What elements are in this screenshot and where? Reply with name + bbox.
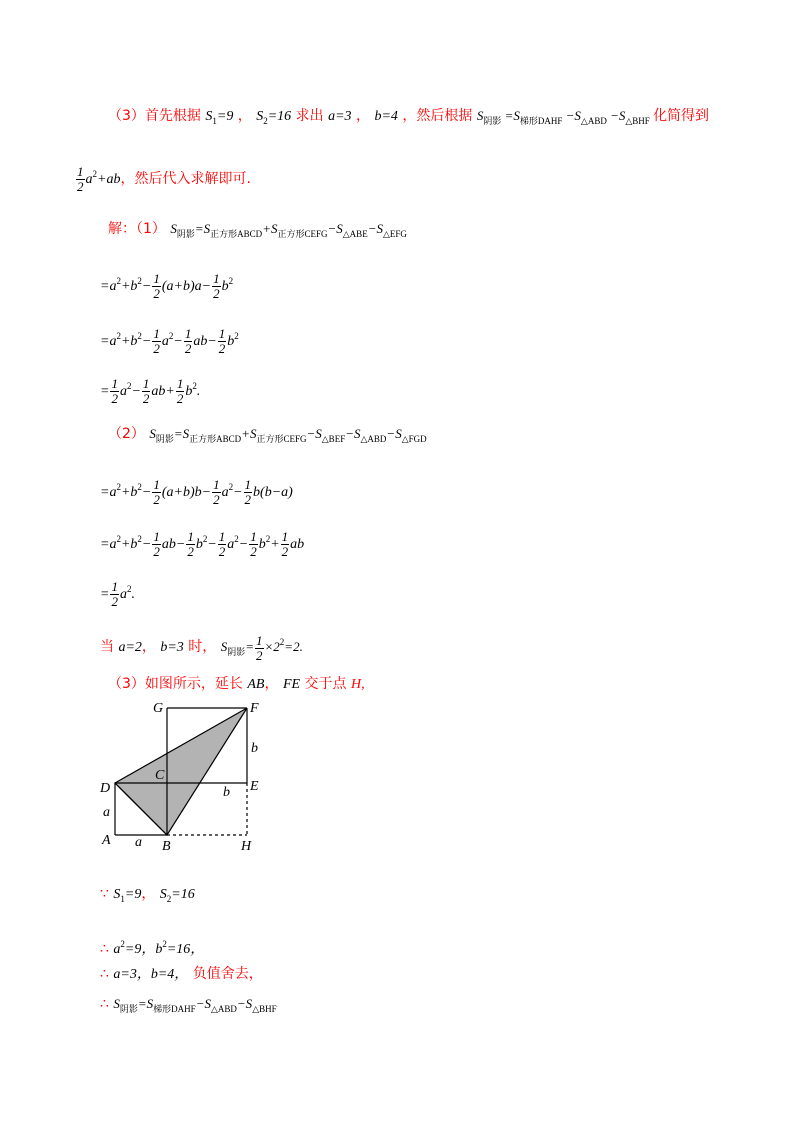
- solution-label: 解：（1）: [108, 221, 166, 237]
- comma: ，: [356, 108, 370, 124]
- label-a-da: a: [103, 805, 110, 820]
- hint-line2-tail: ，然后代入求解即可.: [120, 171, 251, 187]
- therefore-symbol: ∴: [100, 996, 109, 1012]
- half-a2-ab: $\frac{1}{2}$ $a^2+ab$: [77, 164, 121, 195]
- shi-text: 时，: [188, 639, 217, 655]
- qiuchu-text: 求出: [295, 108, 324, 124]
- neg-drop-text: 负值舍去，: [192, 966, 263, 982]
- label-c: C: [155, 768, 165, 783]
- label-a-ab: a: [135, 835, 142, 850]
- shaded-triangle: [115, 708, 247, 835]
- part2-step1: $=a^2+b^2-$ $\frac{1}{2}$ (a+b)b− $\frac{1}{2}$ $a^2-$ $\frac{1}{2}$ b(b−a): [100, 477, 293, 508]
- ab-label: AB: [247, 677, 265, 692]
- part2-step3: = $\frac{1}{2}$ $a^2$.: [100, 579, 135, 610]
- hint-prefix: （3）首先根据: [108, 108, 201, 124]
- part2-label: （2）: [108, 426, 145, 442]
- s2-term: $S_2=16$: [256, 109, 292, 126]
- hint-line-1: [108, 107, 709, 130]
- s2-value: $S_2=16$: [159, 887, 195, 904]
- squares-values: $a^2=9$，$b^2=16$，: [113, 939, 205, 957]
- when-text: 当: [100, 639, 114, 655]
- result-formula: $S_{阴影}=$ $\frac{1}{2}$ $\times 2^2=2$.: [220, 632, 303, 663]
- therefore-symbol: ∴: [100, 966, 109, 982]
- label-a-point: A: [102, 833, 111, 848]
- a-value: a=3: [328, 109, 352, 124]
- because-symbol: ∵: [100, 886, 109, 902]
- comma: ，: [237, 108, 252, 124]
- fe-label: FE: [282, 677, 301, 692]
- when-b: b=3: [160, 640, 184, 655]
- part1-step1: $=a^2+b^2-$ $\frac{1}{2}$ (a+b)a− $\frac{1}{2}$ $b^2$: [100, 271, 234, 302]
- part1-step2: $=a^2+b^2-$ $\frac{1}{2}$ $a^2-$ $\frac{1}{2}$ ab− $\frac{1}{2}$ $b^2$: [100, 326, 239, 357]
- s1-term: $S_1=9$: [205, 109, 234, 126]
- s-values: $S_1=9$: [113, 887, 142, 904]
- label-b-point: B: [162, 839, 171, 854]
- part1-formula: $S_{阴影}=S_{正方形ABCD}+S_{正方形CEFG}-S_{\triangle ABE}-S_{\triangle EFG}$: [170, 221, 407, 239]
- label-b-ce: b: [223, 785, 230, 800]
- jiaoyu-text: 交于点: [304, 676, 347, 692]
- geometry-figure: [95, 700, 265, 860]
- shadow-formula: $S_{阴影} =S_{梯形DAHF} -S_{\triangle ABD} -S_{\triangle BHF}$: [476, 108, 650, 126]
- part2-step2: $=a^2+b^2-$ $\frac{1}{2}$ ab− $\frac{1}{2}$ $b^2-$ $\frac{1}{2}$ $a^2-$ $\frac{1}{2}$ $b^2+$ $\frac{1}{2}$ ab: [100, 529, 305, 560]
- hint-line-2: [75, 165, 251, 194]
- part1-step3: = $\frac{1}{2}$ $a^2-$ $\frac{1}{2}$ ab+ $\frac{1}{2}$ $b^2$.: [100, 376, 201, 407]
- therefore-line-1: [100, 935, 204, 959]
- part2-formula: $S_{阴影}=S_{正方形ABCD}+S_{正方形CEFG}-S_{\triangle BEF}-S_{\triangle ABD}-S_{\triangle FGD}$: [149, 426, 427, 444]
- ranhou-text: ，然后根据: [402, 108, 473, 124]
- label-h: H: [241, 839, 252, 854]
- h-label: H,: [350, 677, 365, 692]
- when-a: a=2: [118, 640, 142, 655]
- therefore-line-2: [100, 965, 263, 984]
- hint-tail: 化简得到: [653, 108, 710, 124]
- b-value: b=4: [374, 109, 398, 124]
- part3-header: （3）如图所示，延长 AB， FE 交于点 H,: [108, 676, 365, 692]
- label-g: G: [153, 701, 164, 716]
- part1-header: [108, 220, 407, 243]
- label-f: F: [250, 701, 259, 716]
- final-formula: $S_{阴影}=S_{梯形DAHF}-S_{\triangle ABD}-S_{\triangle BHF}$: [113, 996, 277, 1014]
- label-b-fe: b: [251, 741, 258, 756]
- part3-text: （3）如图所示，延长: [108, 676, 243, 692]
- therefore-symbol: ∴: [100, 941, 109, 957]
- because-line: ∵ $S_1=9$， $S_2=16$: [100, 886, 195, 904]
- label-e: E: [250, 779, 259, 794]
- substitution-line: 当 a=2， b=3 时， $S_{阴影}=$ $\frac{1}{2}$ $\times 2^2=2$.: [100, 632, 303, 663]
- ab-values: a=3，b=4，: [113, 967, 189, 982]
- part2-header: [108, 425, 427, 448]
- label-d: D: [100, 781, 111, 796]
- therefore-line-3: [100, 995, 277, 1018]
